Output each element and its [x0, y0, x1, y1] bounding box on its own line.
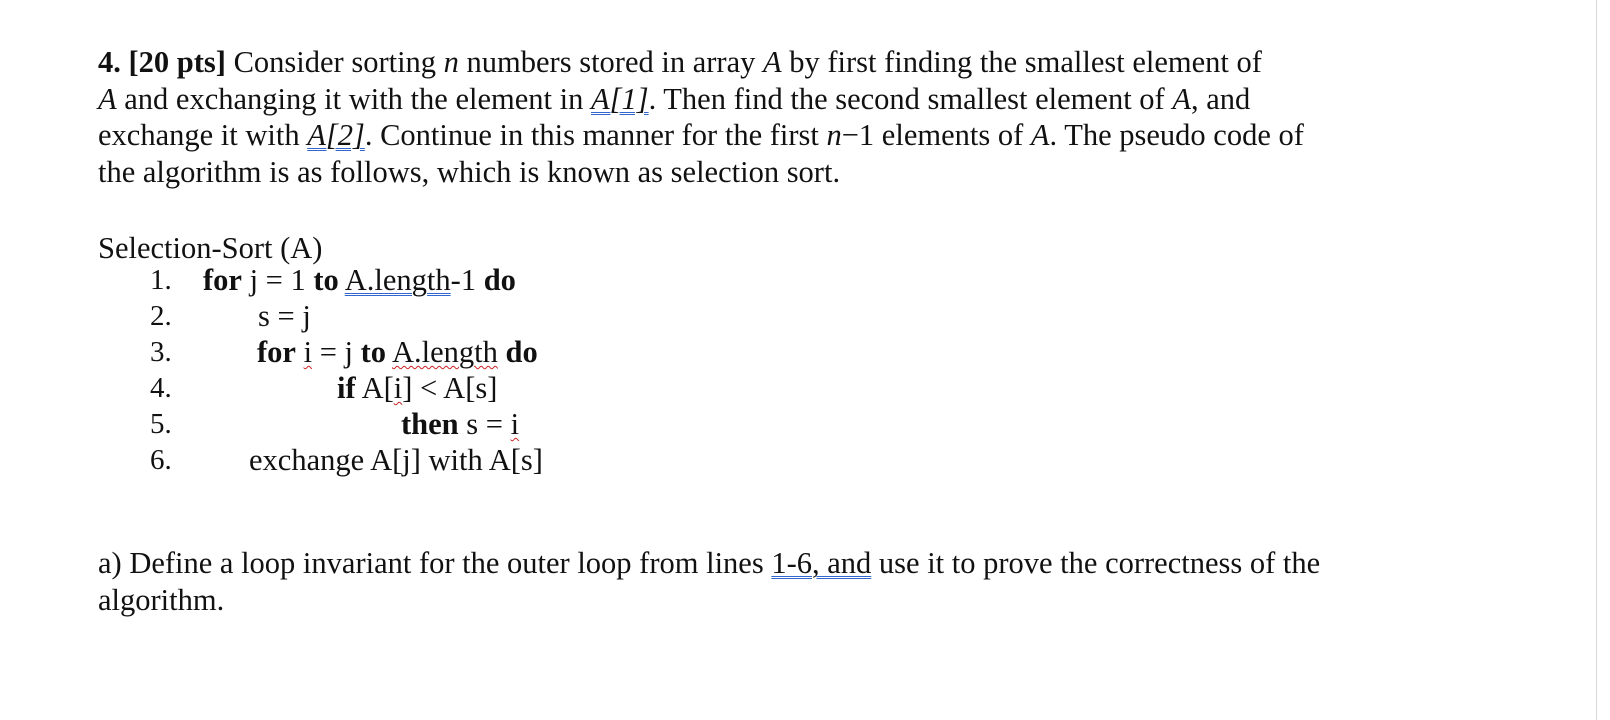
question-text: . The pseudo code of the algorithm is as follows, which is known as selection sort.: [98, 118, 1304, 189]
question-paragraph: [98, 44, 1338, 190]
keyword: to: [313, 263, 339, 297]
line-number: 2.: [150, 300, 172, 332]
question-text: numbers stored in array: [458, 45, 763, 79]
question-text: a) Define a loop invariant for the outer loop from lines: [98, 546, 772, 580]
math-var: A: [1030, 118, 1050, 152]
array-ref: A[2]: [307, 118, 365, 152]
code-line-6: exchange A[j] with A[s]: [249, 443, 543, 477]
code-line-1: [203, 262, 516, 298]
code-text: A[: [355, 371, 394, 405]
keyword: to: [360, 335, 387, 369]
code-text: j = 1: [241, 263, 314, 297]
line-number: 5.: [150, 408, 172, 440]
question-text: . Continue in this manner for the first: [364, 118, 827, 152]
array-ref: A[1]: [590, 81, 649, 116]
question-text: . Then find the second smallest element of: [648, 81, 1173, 116]
code-line-4: [337, 370, 497, 406]
part-a-question: [98, 545, 1358, 619]
page-edge: [1596, 0, 1597, 720]
keyword: for: [203, 263, 242, 297]
math-var: n: [443, 45, 459, 79]
line-number: 6.: [150, 444, 172, 476]
math-var: A: [1172, 81, 1191, 116]
code-line-3: [257, 334, 538, 370]
question-number-points: 4. [20 pts]: [98, 45, 226, 79]
code-text: ] < A[s]: [402, 371, 498, 405]
math-var: A: [762, 45, 782, 79]
line-number: 1.: [150, 264, 172, 296]
question-text: by first finding the smallest element of: [781, 45, 1262, 79]
keyword: if: [337, 371, 356, 405]
code-text: i: [510, 407, 520, 441]
code-text: A.length: [392, 335, 498, 369]
code-text: i: [303, 335, 313, 369]
question-text: Consider sorting: [225, 45, 444, 79]
code-text: s =: [458, 407, 511, 441]
keyword: for: [257, 335, 296, 369]
question-text: use it to prove the correctness of the algorithm.: [98, 546, 1321, 617]
code-line-5: [401, 406, 519, 442]
math-var: A: [98, 81, 117, 116]
keyword: do: [505, 335, 538, 369]
code-text: i: [393, 371, 403, 405]
keyword: then: [401, 407, 459, 441]
question-text: , and exchange it with: [98, 81, 1251, 152]
algorithm-title: Selection-Sort (A): [98, 231, 323, 265]
line-number: 4.: [150, 372, 172, 404]
code-text: A.length: [344, 263, 451, 297]
code-text: -1: [450, 263, 484, 297]
code-line-2: s = j: [258, 299, 311, 333]
line-number: 3.: [150, 336, 172, 368]
question-text: −1 elements of: [841, 118, 1031, 152]
line-range: 1-6, and: [771, 546, 872, 580]
keyword: do: [483, 263, 516, 297]
math-var: n: [826, 118, 842, 152]
question-text: and exchanging it with the element in: [116, 81, 591, 116]
code-text: = j: [312, 335, 361, 369]
